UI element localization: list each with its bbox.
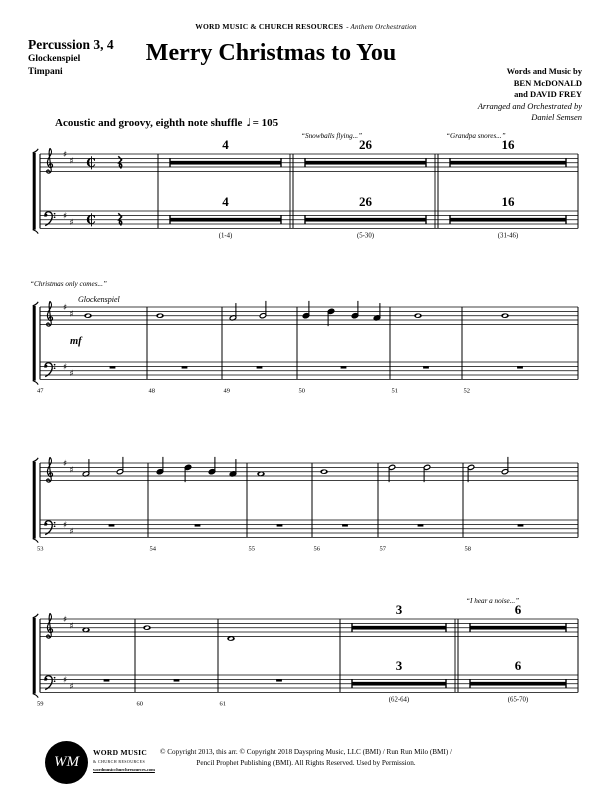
- note-A4: [257, 472, 265, 477]
- treble-clef-icon: [47, 613, 53, 638]
- logo-name: WORD MUSIC: [93, 748, 148, 757]
- measure-number: 50: [298, 387, 305, 395]
- sharp-icon: ♯: [69, 309, 74, 320]
- bass-clef-icon: [44, 676, 55, 690]
- copyright-notice: [100, 747, 512, 769]
- tempo-bpm: = 105: [252, 117, 279, 129]
- multirest-count: 26: [359, 194, 372, 209]
- sharp-icon: ♯: [69, 465, 74, 476]
- sharp-icon: ♯: [62, 211, 68, 222]
- note-A4: [373, 303, 380, 321]
- note-D5: [423, 464, 430, 482]
- composer-1: BEN McDONALD: [513, 77, 582, 88]
- staff-cue: Glockenspiel: [78, 295, 120, 304]
- measure-range-label: (31-46): [497, 232, 519, 240]
- measure-number: 49: [223, 387, 230, 395]
- system-4: [33, 597, 578, 708]
- sharp-icon: ♯: [62, 675, 68, 686]
- tempo-marking: [55, 116, 278, 129]
- multirest-bar: [450, 161, 566, 165]
- cut-time-signature: C: [86, 212, 96, 227]
- sharp-icon: ♯: [62, 458, 68, 469]
- note-B4: [156, 313, 164, 318]
- whole-rest: [423, 366, 429, 368]
- note-B4: [320, 469, 328, 474]
- system-bracket: [33, 153, 36, 230]
- bass-clef-icon: [44, 521, 55, 535]
- whole-rest: [104, 679, 110, 681]
- treble-clef-icon: [47, 301, 53, 326]
- logo-monogram: WM: [54, 754, 79, 770]
- staff-cue: “Christmas only comes...”: [30, 280, 107, 288]
- whole-rest: [517, 366, 523, 368]
- multirest-bar: [170, 218, 281, 222]
- whole-rest: [341, 366, 347, 368]
- measure-number: 48: [148, 387, 155, 395]
- multirest-bar: [450, 218, 566, 222]
- publisher-logo: [45, 741, 88, 784]
- note-B4: [302, 301, 309, 319]
- logo-url: wordmusicchurchresources.com: [93, 766, 155, 772]
- sharp-icon: ♯: [69, 368, 74, 379]
- whole-rest: [277, 524, 283, 526]
- note-A4: [229, 303, 236, 321]
- part-name: Percussion 3, 4: [28, 37, 114, 52]
- whole-rest: [342, 524, 348, 526]
- whole-rest: [195, 524, 201, 526]
- measure-number: 54: [149, 545, 156, 553]
- publisher-name: WORD MUSIC & CHURCH RESOURCES: [195, 22, 344, 31]
- credits-block: [478, 66, 582, 124]
- measure-number: 61: [219, 700, 226, 708]
- measure-range-label: (65-70): [507, 696, 529, 704]
- note-B4: [208, 457, 215, 475]
- note-B4: [501, 457, 508, 475]
- dynamic-marking: mf: [70, 336, 82, 347]
- multirest-count: 3: [395, 602, 403, 617]
- measure-number: 56: [313, 545, 320, 553]
- sharp-icon: ♯: [62, 302, 68, 313]
- sharp-icon: ♯: [62, 149, 68, 160]
- sharp-icon: ♯: [69, 526, 74, 537]
- note-A4: [82, 459, 89, 477]
- sharp-icon: ♯: [62, 362, 68, 373]
- treble-clef-icon: [47, 457, 53, 482]
- multirest-bar: [170, 161, 281, 165]
- instrument-glockenspiel: Glockenspiel: [28, 54, 81, 64]
- sharp-icon: ♯: [62, 520, 68, 531]
- measure-number: 53: [37, 545, 44, 553]
- arranger-name: Daniel Semsen: [531, 112, 582, 122]
- whole-rest: [257, 366, 263, 368]
- sharp-icon: ♯: [69, 681, 74, 692]
- system-2: [30, 280, 578, 395]
- measure-range-label: (62-64): [388, 696, 410, 704]
- bass-clef-icon: [44, 212, 55, 226]
- note-B4: [116, 457, 123, 475]
- multirest-count: 16: [501, 194, 515, 209]
- measure-number: 51: [391, 387, 398, 395]
- note-B4: [84, 313, 92, 318]
- note-B4: [414, 313, 422, 318]
- note-B4: [156, 457, 163, 475]
- measure-number: 57: [379, 545, 386, 553]
- composer-2: and DAVID FREY: [514, 89, 582, 99]
- system-bracket: [33, 462, 36, 539]
- words-music-by-label: Words and Music by: [506, 66, 582, 76]
- whole-rest: [418, 524, 424, 526]
- sharp-icon: ♯: [69, 156, 74, 167]
- whole-rest: [518, 524, 524, 526]
- multirest-count: 16: [501, 137, 515, 152]
- multirest-bar: [470, 626, 566, 630]
- note-D5: [184, 464, 191, 482]
- multirest-count: 6: [514, 602, 522, 617]
- measure-number: 58: [464, 545, 471, 553]
- multirest-count: 26: [359, 137, 372, 152]
- measure-number: 47: [37, 387, 44, 395]
- note-D5: [467, 464, 474, 482]
- whole-rest: [110, 366, 116, 368]
- sharp-icon: ♯: [69, 217, 74, 228]
- note-D4: [227, 636, 235, 641]
- system-bracket: [33, 618, 36, 694]
- measure-range-label: (5-30): [357, 232, 374, 240]
- measure-number: 55: [248, 545, 255, 553]
- system-3: [33, 457, 578, 553]
- series-label: - Anthem Orchestration: [346, 23, 417, 31]
- sharp-icon: ♯: [69, 621, 74, 632]
- note-A4: [229, 459, 236, 477]
- measure-number: 59: [37, 700, 44, 708]
- multirest-count: 4: [222, 194, 229, 209]
- multirest-bar: [305, 218, 426, 222]
- arranged-by-label: Arranged and Orchestrated by: [477, 100, 582, 111]
- publisher-line: [0, 22, 612, 31]
- note-B4: [259, 301, 266, 319]
- whole-rest: [109, 524, 115, 526]
- tempo-text: Acoustic and groovy, eighth note shuffle: [55, 117, 243, 129]
- treble-clef-icon: [47, 148, 53, 173]
- cut-time-signature: C: [86, 155, 96, 170]
- bass-clef-icon: [44, 363, 55, 377]
- note-D5: [388, 464, 395, 482]
- note-B4: [143, 625, 151, 630]
- sharp-icon: ♯: [62, 614, 68, 625]
- copyright-line-1: © Copyright 2013, this arr. © Copyright 2018 Dayspring Music, LLC (BMI) / Run Run Milo (BMI) /: [159, 748, 453, 756]
- multirest-bar: [352, 682, 446, 686]
- whole-rest: [182, 366, 188, 368]
- lyric-cue: “Grandpa snores...”: [446, 132, 506, 140]
- note-B4: [501, 313, 509, 318]
- system-1: [33, 132, 578, 240]
- measure-range-label: (1-4): [218, 232, 233, 240]
- multirest-count: 6: [514, 658, 522, 673]
- multirest-count: 3: [395, 658, 403, 673]
- logo-tagline: & CHURCH RESOURCES: [93, 758, 146, 764]
- note-A4: [82, 628, 90, 633]
- system-bracket: [33, 306, 36, 381]
- multirest-bar: [305, 161, 426, 165]
- note-B4: [351, 301, 358, 319]
- measure-number: 60: [136, 700, 143, 708]
- instrument-timpani: Timpani: [28, 67, 63, 77]
- multirest-bar: [352, 626, 446, 630]
- whole-rest: [174, 679, 180, 681]
- lyric-cue: “I hear a noise...”: [466, 597, 520, 605]
- copyright-line-2: Pencil Prophet Publishing (BMI). All Rights Reserved. Used by Permission.: [196, 759, 416, 767]
- page-title: Merry Christmas to You: [145, 40, 397, 66]
- multirest-count: 4: [222, 137, 229, 152]
- quarter-note-icon: ♩: [246, 116, 252, 129]
- note-D5: [327, 308, 334, 326]
- lyric-cue: “Snowballs flying...”: [301, 132, 363, 140]
- measure-number: 52: [463, 387, 470, 395]
- whole-rest: [276, 679, 282, 681]
- multirest-bar: [470, 682, 566, 686]
